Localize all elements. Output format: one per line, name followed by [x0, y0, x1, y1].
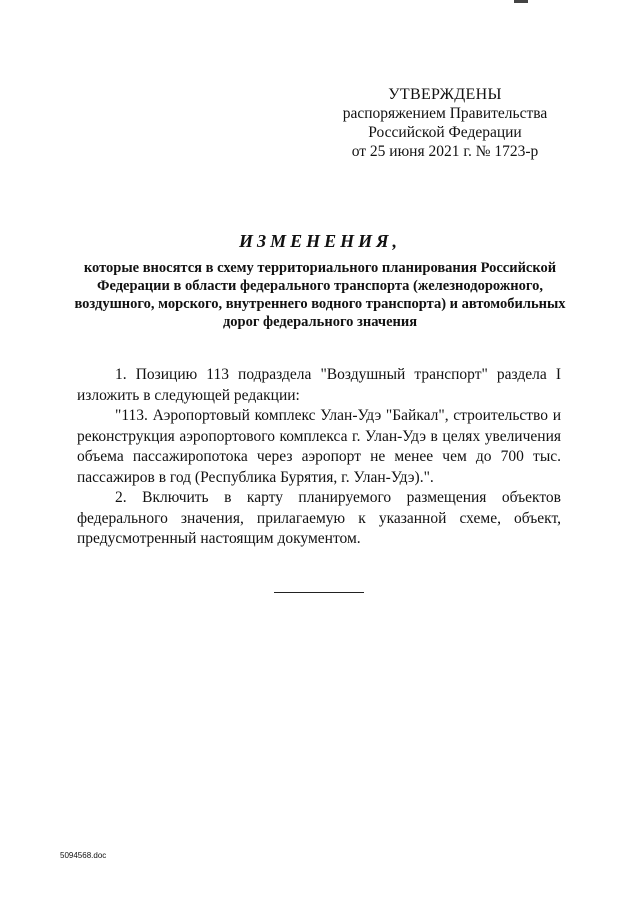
paragraph-2: "113. Аэропортовый комплекс Улан-Удэ "Байкал", строительство и реконструкция аэропортового комплекса г. Улан-Удэ в целях увеличения объема пассажиропотока через аэропорт не менее чем до 700 тыс. пассажиров в год (Республика Бурятия, г. Улан-Удэ).". [77, 407, 561, 486]
document-body [77, 365, 561, 550]
paragraph-1: 1. Позицию 113 подраздела "Воздушный транспорт" раздела I изложить в следующей редакции: [77, 366, 561, 404]
document-subtitle: которые вносятся в схему территориального планирования Российской Федерации в области федерального транспорта (железнодорожного, воздушного, морского, внутреннего водного транспорта) и автомобильных дорог федерального значения [74, 260, 566, 330]
approval-line-1: распоряжением Правительства [342, 105, 548, 122]
approval-block [330, 85, 560, 161]
scan-mark [514, 0, 528, 3]
approval-line-3: от 25 июня 2021 г. № 1723-р [351, 143, 539, 160]
approval-line-2: Российской Федерации [368, 124, 522, 141]
approval-heading: УТВЕРЖДЕНЫ [388, 86, 502, 103]
document-title: ИЗМЕНЕНИЯ, [238, 231, 402, 251]
separator-line [274, 592, 364, 593]
file-footer: 5094568.doc [60, 851, 107, 860]
paragraph-3: 2. Включить в карту планируемого размещения объектов федерального значения, прилагаемую к указанной схеме, объект, предусмотренный настоящим документом. [77, 489, 561, 547]
